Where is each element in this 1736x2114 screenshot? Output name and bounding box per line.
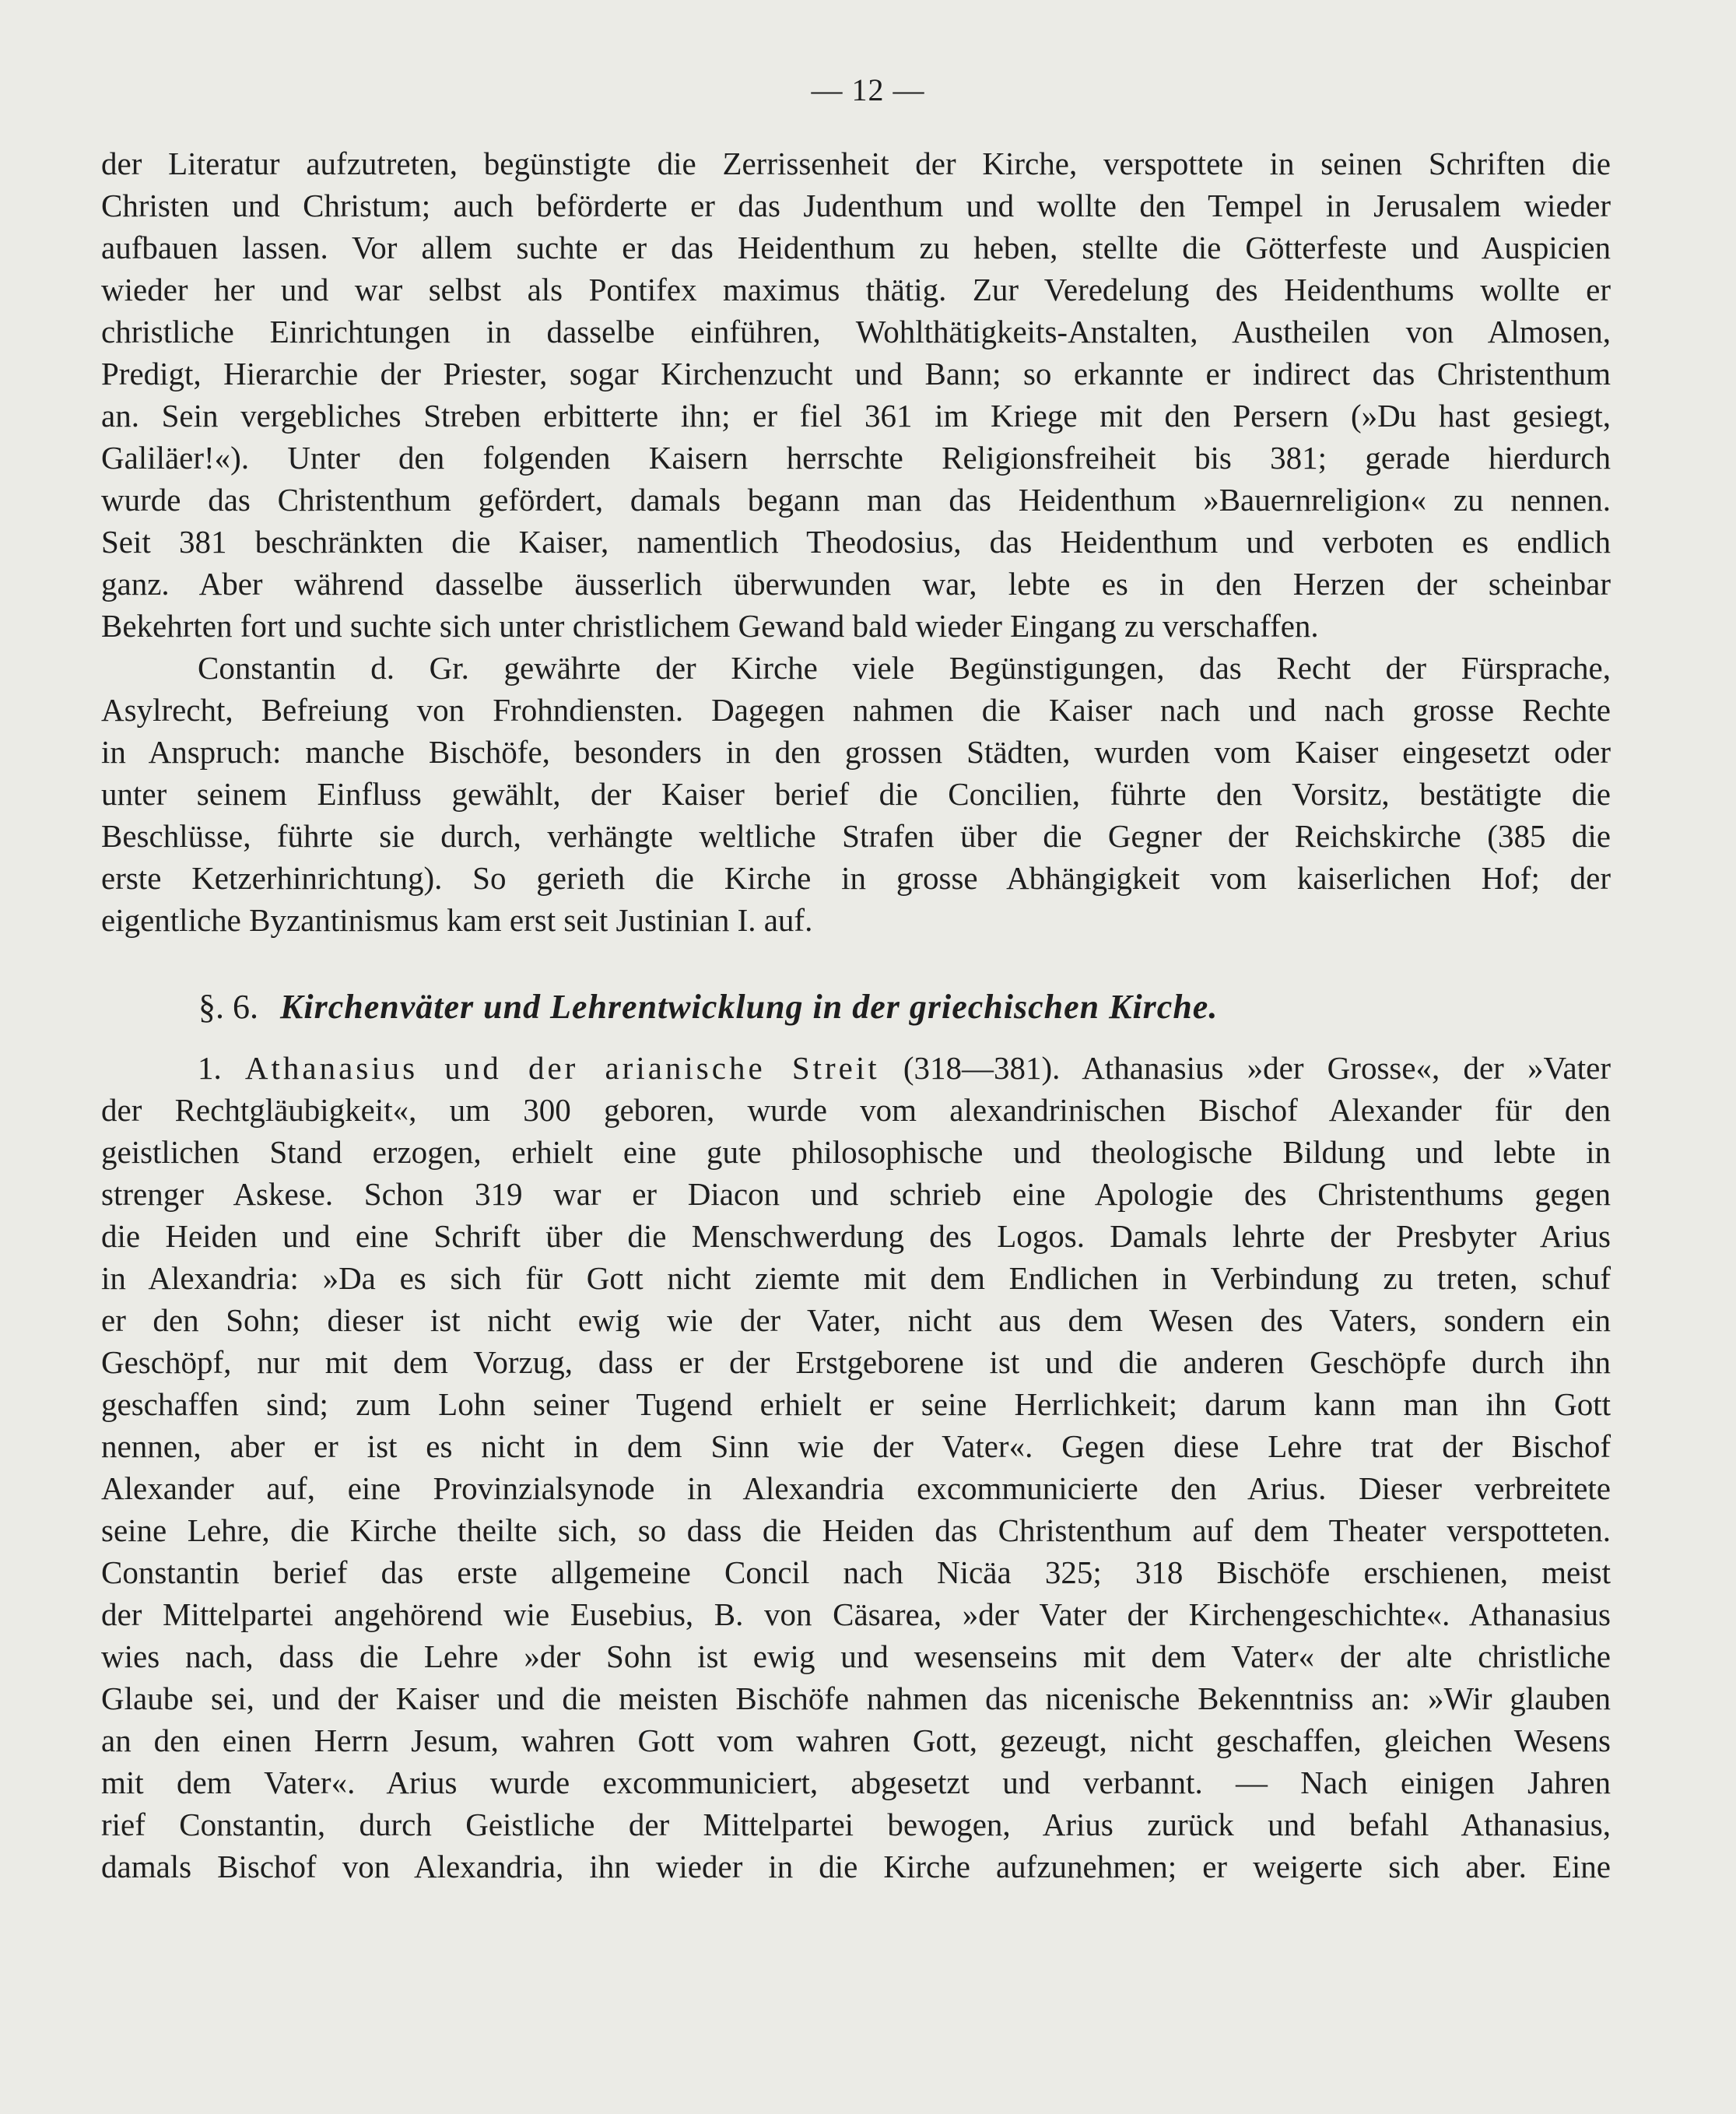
text-line: Seit 381 beschränkten die Kaiser, namentlich Theodosius, das Heidenthum und verboten es endlich [101,524,1611,560]
text-line: strenger Askese. Schon 319 war er Diacon und schrieb eine Apologie des Christenthums gegen [101,1176,1611,1212]
text-line: ganz. Aber während dasselbe äusserlich überwunden war, lebte es in den Herzen der scheinbar [101,566,1611,602]
text-line: Alexander auf, eine Provinzialsynode in Alexandria excommunicierte den Arius. Dieser verbreitete [101,1470,1611,1506]
text-line: damals Bischof von Alexandria, ihn wieder in die Kirche aufzunehmen; er weigerte sich aber. Eine [101,1849,1611,1884]
text-line: Asylrecht, Befreiung von Frohndiensten. Dagegen nahmen die Kaiser nach und nach grosse Rechte [101,692,1611,728]
page-number: — 12 — [811,72,925,107]
text-line: erste Ketzerhinrichtung). So gerieth die Kirche in grosse Abhängigkeit vom kaiserlichen Hof; der [101,860,1611,896]
section-title: Kirchenväter und Lehrentwicklung in der griechischen Kirche. [280,988,1219,1026]
text-line: Predigt, Hierarchie der Priester, sogar Kirchenzucht und Bann; so erkannte er indirect das Christenthum [101,356,1611,392]
item-number: 1. [198,1050,245,1086]
text-line: Beschlüsse, führte sie durch, verhängte weltliche Strafen über die Gegner der Reichskirche (385 die [101,818,1611,854]
section-number: §. 6. [198,988,258,1026]
text-line: Geschöpf, nur mit dem Vorzug, dass er der Erstgeborene ist und die anderen Geschöpfe durch ihn [101,1344,1611,1380]
text-line: an. Sein vergebliches Streben erbitterte ihn; er fiel 361 im Kriege mit den Persern (»Du hast gesiegt, [101,398,1611,434]
body-text [101,142,1611,1888]
text-line: wurde das Christenthum gefördert, damals begann man das Heidenthum »Bauernreligion« zu nennen. [101,482,1611,518]
text-line: der Literatur aufzutreten, begünstigte die Zerrissenheit der Kirche, verspottete in seinen Schriften die [101,146,1611,181]
text-line: wies nach, dass die Lehre »der Sohn ist ewig und wesenseins mit dem Vater« der alte christliche [101,1638,1611,1674]
text-line: die Heiden und eine Schrift über die Menschwerdung des Logos. Damals lehrte der Presbyter Arius [101,1218,1611,1254]
text-line: Bekehrten fort und suchte sich unter christlichem Gewand bald wieder Eingang zu verschaffen. [101,608,1319,644]
text-line: in Anspruch: manche Bischöfe, besonders in den grossen Städten, wurden vom Kaiser eingesetzt oder [101,734,1611,770]
text-line: aufbauen lassen. Vor allem suchte er das Heidenthum zu heben, stellte die Götterfeste und Auspicien [101,230,1611,265]
text-line: rief Constantin, durch Geistliche der Mittelpartei bewogen, Arius zurück und befahl Athanasius, [101,1807,1611,1842]
text-line: unter seinem Einfluss gewählt, der Kaiser berief die Concilien, führte den Vorsitz, bestätigte die [101,776,1611,812]
text-line: nennen, aber er ist es nicht in dem Sinn wie der Vater«. Gegen diese Lehre trat der Bischof [101,1428,1611,1464]
text-line: Constantin berief das erste allgemeine Concil nach Nicäa 325; 318 Bischöfe erschienen, meist [101,1554,1611,1590]
text-line: Constantin d. Gr. gewährte der Kirche viele Begünstigungen, das Recht der Fürsprache, [198,650,1611,686]
text-line: der Rechtgläubigkeit«, um 300 geboren, wurde vom alexandrinischen Bischof Alexander für den [101,1092,1611,1128]
text-fragment: (318—381). Athanasius »der Grosse«, der »Vater [879,1050,1611,1086]
text-line: geschaffen sind; zum Lohn seiner Tugend erhielt er seine Herrlichkeit; darum kann man ihn Gott [101,1386,1611,1422]
paragraph-constantin [101,647,1611,941]
text-line: seine Lehre, die Kirche theilte sich, so dass die Heiden das Christenthum auf dem Theater verspotteten. [101,1512,1611,1548]
paragraph-julian [101,142,1611,647]
text-line: christliche Einrichtungen in dasselbe einführen, Wohlthätigkeits-Anstalten, Austheilen von Almosen, [101,314,1611,349]
text-line: der Mittelpartei angehörend wie Eusebius, B. von Cäsarea, »der Vater der Kirchengeschichte«. Athanasius [101,1596,1611,1632]
subheading-athanasius: Athanasius und der arianische Streit [244,1050,880,1086]
text-line: Galiläer!«). Unter den folgenden Kaisern herrschte Religionsfreiheit bis 381; gerade hierdurch [101,440,1611,476]
text-line: in Alexandria: »Da es sich für Gott nicht ziemte mit dem Endlichen in Verbindung zu treten, schuf [101,1260,1611,1296]
text-line: er den Sohn; dieser ist nicht ewig wie der Vater, nicht aus dem Wesen des Vaters, sondern ein [101,1302,1611,1338]
paragraph-athanasius [101,1047,1611,1888]
text-line: geistlichen Stand erzogen, erhielt eine gute philosophische und theologische Bildung und lebte in [101,1134,1611,1170]
text-line: Christen und Christum; auch beförderte er das Judenthum und wollte den Tempel in Jerusalem wieder [101,188,1611,223]
text-line [101,1047,1611,1089]
text-line: eigentliche Byzantinismus kam erst seit Justinian I. auf. [101,902,813,938]
text-line: mit dem Vater«. Arius wurde excommuniciert, abgesetzt und verbannt. — Nach einigen Jahren [101,1765,1611,1800]
text-line: an den einen Herrn Jesum, wahren Gott vom wahren Gott, gezeugt, nicht geschaffen, gleichen Wesens [101,1722,1611,1758]
text-line: wieder her und war selbst als Pontifex maximus thätig. Zur Veredelung des Heidenthums wollte er [101,272,1611,307]
text-line: Glaube sei, und der Kaiser und die meisten Bischöfe nahmen das nicenische Bekenntniss an: »Wir glauben [101,1680,1611,1716]
section-heading [101,983,1611,1031]
